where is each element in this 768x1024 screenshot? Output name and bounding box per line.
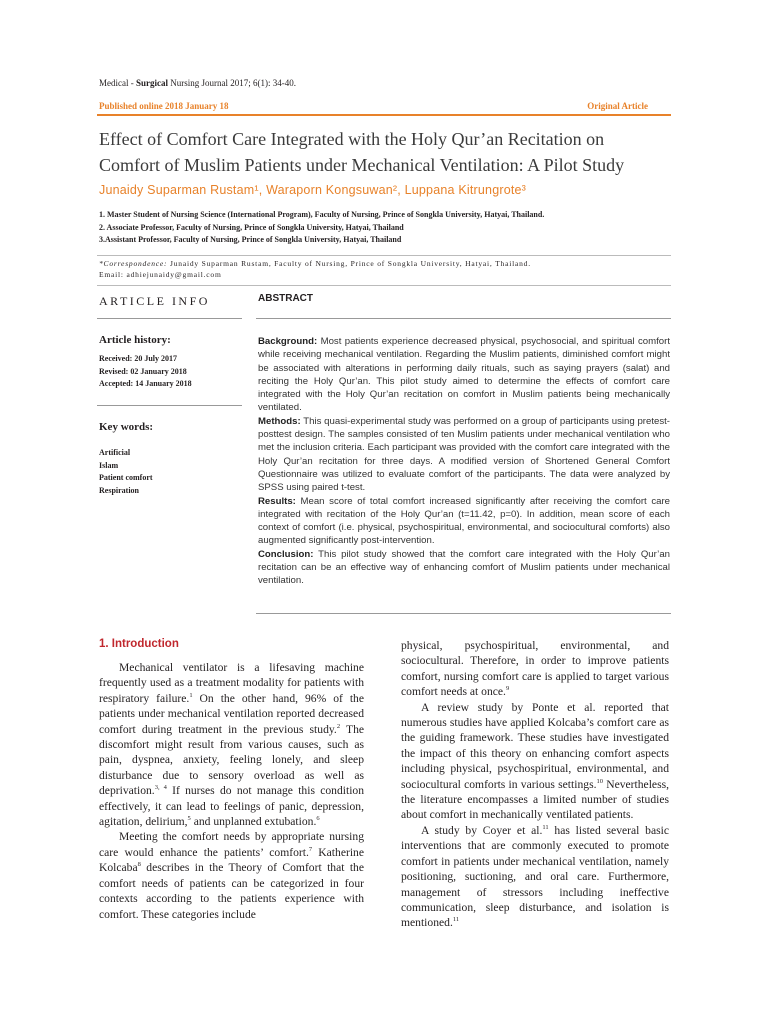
divider [97, 255, 671, 256]
abstract-section-label: Conclusion: [258, 548, 314, 560]
abstract-text: This pilot study showed that the comfort care integrated with the Holy Qur’an recitation can be an effective way of enhancing comfort of Muslim patients under mechanical ventilation. [258, 548, 670, 587]
section-heading-introduction: 1. Introduction [99, 638, 179, 650]
citation-ref[interactable]: 5 [187, 815, 191, 823]
citation-ref[interactable]: 3, 4 [154, 784, 167, 792]
abstract-body [258, 335, 670, 588]
paragraph: Meeting the comfort needs by appropriate nursing care would enhance the patients’ comfort.$^7$ Katherine Kolcaba$^8$ describes in the Theory of Comfort that the comfort needs of patients can be categorized in four contexts according to the patients experience with comfort. These categories include [99, 830, 364, 921]
abstract-results [258, 495, 670, 548]
journal-brand: Surgical [135, 78, 168, 88]
paragraph: A study by Coyer et al.$^{11}$ has listed several basic interventions that are commonly executed to promote comfort in patients under mechanical ventilation, namely positioning, suctioning, and oral care. Furthermore, management of stressors including ineffective communication, sleep disturbance, and isolation is mentioned.$^{11}$ [401, 823, 669, 930]
citation-ref[interactable]: 11 [452, 916, 460, 924]
abstract-text: Mean score of total comfort increased significantly after receiving the comfort care integrated with recitation of the Holy Qur’an (t=11.42, p=0). In addition, mean score of each context of comfort (i.e. physical, psychospiritual, environmental, and sociocultural comforts) also augmented significantly post-intervention. [258, 495, 670, 547]
affiliation: 1. Master Student of Nursing Science (International Program), Faculty of Nursing, Prince of Songkla University, Hatyai, Thailand. [99, 210, 545, 219]
header-rule [97, 114, 671, 116]
correspondence [99, 259, 719, 280]
divider [97, 318, 242, 319]
divider [256, 613, 671, 614]
history-revised: Revised: 02 January 2018 [99, 366, 187, 376]
correspondence-label: *Correspondence: [99, 259, 168, 268]
paragraph: physical, psychospiritual, environmental, and sociocultural. Therefore, in order to improve patients comfort, nursing comfort care is applied to target various comfort needs at once.$^9$ [401, 639, 669, 699]
journal-suffix: Nursing Journal 2017; 6(1): 34-40. [168, 78, 296, 88]
affiliation: 2. Associate Professor, Faculty of Nursing, Prince of Songkla University, Hatyai, Thailand [99, 222, 404, 232]
citation-ref[interactable]: 8 [137, 861, 141, 869]
citation-ref[interactable]: 9 [505, 685, 510, 693]
keyword: Patient comfort [99, 473, 153, 482]
authors: Junaidy Suparman Rustam¹, Waraporn Kongsuwan², Luppana Kitrungrote³ [99, 183, 527, 197]
citation-ref[interactable]: 6 [316, 815, 320, 823]
paragraph: A review study by Ponte et al. reported that numerous studies have applied Kolcaba’s comfort care as the guiding framework. These studies have investigated the impact of this theory on enhancing comfort aspects including physical, psychospiritual, environmental, and sociocultural comforts in various settings.$^{10}$ Nevertheless, the literature encompasses a limited number of studies about comfort in mechanically ventilated patients. [401, 700, 669, 822]
citation-ref[interactable]: 7 [308, 846, 313, 854]
body-column-left [99, 660, 364, 922]
article-type: Original Article [587, 101, 648, 111]
citation-ref[interactable]: 1 [189, 691, 193, 699]
divider [97, 285, 671, 286]
keyword: Respiration [99, 485, 139, 495]
keyword: Islam [99, 460, 119, 470]
divider [256, 318, 671, 319]
abstract-text: This quasi-experimental study was performed on a group of participants using pretest-posttest design. The samples consisted of ten Muslim patients under mechanical ventilation who met the inclusion criteria. Each participant was provided with the comfort care integrated with the Holy Qur’an recitation for three days. A modified version of Shortened General Comfort Questionnaire was utilized to evaluate comfort of the participants. The data were analyzed by SPSS using paired t-test. [258, 415, 670, 494]
citation-ref[interactable]: 11 [542, 824, 549, 832]
keyword: Artificial [99, 448, 131, 457]
history-list [99, 353, 192, 391]
journal-citation [99, 78, 296, 88]
abstract-methods [258, 415, 670, 495]
abstract-text: Most patients experience decreased physical, psychosocial, and spiritual comfort while receiving mechanical ventilation. Regarding the Muslim patients, diminished comfort might be associated with alterations in performing daily rituals, such as saying prayers (salat) and reciting the Holy Qur’an. This pilot study aimed to determine the effects of comfort care integrated with the Holy Qur’an recitation on comfort in Muslim patients being mechanically ventilated. [258, 336, 670, 414]
paper-title [99, 126, 699, 178]
abstract-section-label: Background: [258, 336, 318, 347]
affiliations [99, 209, 719, 247]
abstract-section-label: Results: [258, 495, 296, 507]
title-line: Effect of Comfort Care Integrated with the Holy Qur’an Recitation on [99, 129, 605, 149]
paragraph: Mechanical ventilator is a lifesaving machine frequently used as a treatment modality for patients with respiratory failure.$^1$ On the other hand, 96% of the patients under mechanical ventilation reported decreased comfort during treatment in the previous study.$^2$ The discomfort might result from various causes, such as pain, dyspnea, anxiety, feeling lonely, and sleep disturbance due to sensory overload as well as deprivation.$^{3, 4}$ If nurses do not manage this condition effectively, it can lead to feelings of panic, depression, agitation, delirium,$^5$ and unplanned extubation.$^6$ [99, 661, 365, 829]
history-received: Received: 20 July 2017 [99, 354, 177, 363]
abstract-section-label: Methods: [258, 415, 301, 427]
correspondence-text: Junaidy Suparman Rustam, Faculty of Nursing, Prince of Songkla University, Hatyai, Thailand. [167, 259, 531, 268]
published-date: Published online 2018 January 18 [99, 101, 229, 111]
body-column-right [401, 638, 669, 931]
abstract-conclusion [258, 548, 670, 588]
title-line: Comfort of Muslim Patients under Mechanical Ventilation: A Pilot Study [99, 155, 625, 175]
history-accepted: Accepted: 14 January 2018 [99, 379, 192, 388]
journal-prefix: Medical - [99, 78, 136, 88]
keywords-heading: Key words: [99, 421, 154, 433]
affiliation: 3.Assistant Professor, Faculty of Nursing, Prince of Songkla University, Hatyai, Thailand [99, 235, 402, 245]
abstract-label: ABSTRACT [258, 293, 313, 304]
citation-ref[interactable]: 10 [596, 777, 603, 785]
abstract-background [258, 335, 670, 415]
keywords-list [99, 447, 153, 497]
citation-ref[interactable]: 2 [336, 722, 341, 730]
email[interactable]: Email: adhiejunaidy@gmail.com [99, 269, 222, 279]
history-heading: Article history: [99, 334, 171, 346]
divider [97, 405, 242, 406]
article-info-label: ARTICLE INFO [99, 294, 210, 308]
